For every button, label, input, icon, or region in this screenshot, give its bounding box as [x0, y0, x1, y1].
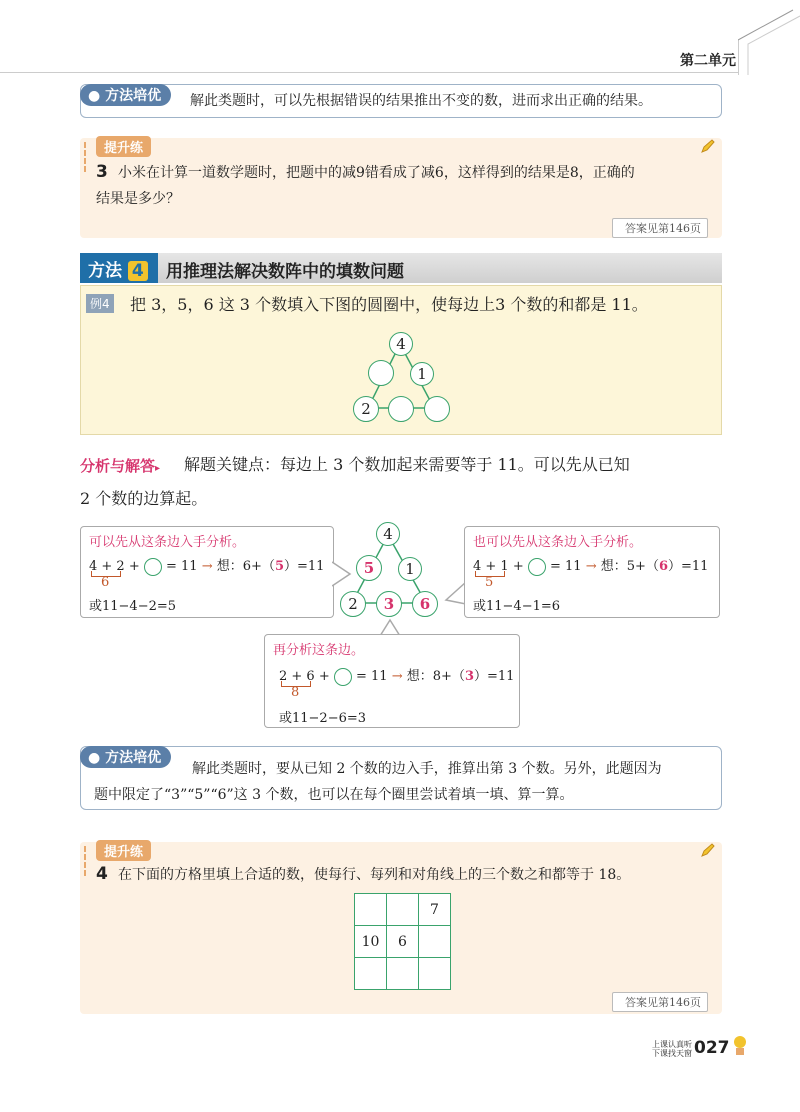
method-tip-2-line1: 解此类题时，要从已知 2 个数的边入手，推算出第 3 个数。另外，此题因为: [192, 761, 662, 777]
callout-bottom-eq-b: = 11: [356, 669, 388, 684]
callout-left-equation: [89, 555, 324, 576]
example-text: 把 3，5，6 这 3 个数填入下图的圆圈中，使每边上3 个数的和都是 11。: [130, 295, 648, 314]
blank-circle: [334, 668, 352, 686]
callout-bottom-title: 再分析这条边。: [273, 643, 365, 658]
grid-cell[interactable]: [355, 958, 387, 990]
callout-right-eq-a: 4 + 1 +: [473, 559, 524, 574]
grid-cell: 10: [355, 926, 387, 958]
example-circle-bottom-right: [424, 396, 450, 422]
solved-circle-bottom-mid: 3: [376, 591, 402, 617]
solved-circle-left-mid: 5: [356, 555, 382, 581]
callout-right-alt: 或11−4−1=6: [473, 599, 561, 614]
header-rule: [0, 72, 738, 73]
callout-right-pointer: [444, 580, 466, 606]
grid-cell[interactable]: [419, 926, 451, 958]
callout-bottom: [264, 634, 520, 728]
answer-reference-2: 答案见第146页: [612, 992, 708, 1012]
blank-circle: [528, 558, 546, 576]
method-tag: 方法 4: [80, 253, 158, 283]
analysis-line-1: 解题关键点：每边上 3 个数加起来需要等于 11。可以先从已知: [184, 455, 630, 474]
solved-circle-right-mid: 1: [398, 557, 422, 581]
solved-circle-top: 4: [376, 522, 400, 546]
callout-bottom-sum: 8: [291, 685, 300, 700]
method-tip-badge: ● 方法培优: [80, 84, 171, 106]
grid-cell[interactable]: [419, 958, 451, 990]
answer-reference: 答案见第146页: [612, 218, 708, 238]
analysis-line-2: 2 个数的边算起。: [80, 489, 208, 508]
grid-cell[interactable]: [387, 958, 419, 990]
blank-circle: [144, 558, 162, 576]
practice-badge-2: 提升练: [96, 840, 151, 861]
grid-cell: 7: [419, 894, 451, 926]
question-3-text-line2: 结果是多少？: [96, 191, 180, 207]
pencil-icon: [700, 842, 716, 858]
arrow-icon: →: [391, 669, 403, 684]
example-circle-bottom-mid: [388, 396, 414, 422]
magic-square-grid: [354, 893, 451, 990]
example-circle-top: 4: [389, 332, 413, 356]
method-tip-badge-2: ● 方法培优: [80, 746, 171, 768]
practice-marker: [84, 142, 86, 172]
question-number-4: 4: [96, 864, 108, 884]
example-circle-right-mid: 1: [410, 362, 434, 386]
callout-bottom-answer: 3: [464, 669, 474, 684]
callout-bottom-equation: [279, 665, 514, 686]
callout-left: [80, 526, 334, 618]
solved-circle-bottom-right: 6: [412, 591, 438, 617]
solved-circle-bottom-left: 2: [340, 591, 366, 617]
callout-left-alt: 或11−4−2=5: [89, 599, 177, 614]
grid-cell[interactable]: [387, 894, 419, 926]
page-number: 027: [694, 1038, 730, 1058]
callout-right-title: 也可以先从这条边入手分析。: [473, 535, 643, 550]
callout-right-answer: 6: [658, 559, 668, 574]
arrow-icon: →: [585, 559, 597, 574]
practice-badge: 提升练: [96, 136, 151, 157]
callout-right-equation: [473, 555, 708, 576]
mascot-icon: [730, 1034, 750, 1056]
callout-right-think-end: ）=11: [668, 559, 709, 574]
lightbulb-icon: ●: [88, 750, 101, 766]
callout-bottom-eq-a: 2 + 6 +: [279, 669, 330, 684]
callout-right-think: 想：5+（: [600, 559, 659, 574]
callout-left-think: 想：6+（: [216, 559, 275, 574]
question-number-3: 3: [96, 162, 108, 182]
arrow-icon: →: [201, 559, 213, 574]
question-4-text: 在下面的方格里填上合适的数，使每行、每列和对角线上的三个数之和都等于 18。: [118, 867, 631, 883]
callout-bottom-think: 想：8+（: [406, 669, 465, 684]
callout-left-think-end: ）=11: [284, 559, 325, 574]
callout-right-eq-b: = 11: [550, 559, 582, 574]
callout-left-answer: 5: [274, 559, 284, 574]
footer-slogan: [652, 1040, 692, 1058]
practice-marker: [84, 846, 86, 876]
callout-left-eq-b: = 11: [166, 559, 198, 574]
question-3-text: 小米在计算一道数学题时，把题中的减9错看成了减6，这样得到的结果是8，正确的: [118, 165, 635, 181]
method-title: 用推理法解决数阵中的填数问题: [166, 262, 404, 282]
callout-bottom-alt: 或11−2−6=3: [279, 711, 367, 726]
callout-right-sum: 5: [485, 575, 494, 590]
footer-slogan-2: 下课找天窗: [652, 1049, 692, 1058]
callout-right: [464, 526, 720, 618]
method-tip-text: 解此类题时，可以先根据错误的结果推出不变的数，进而求出正确的结果。: [190, 93, 652, 109]
unit-title: 第二单元: [680, 53, 736, 69]
callout-left-sum: 6: [101, 575, 110, 590]
analysis-label: 分析与解答▸: [80, 457, 161, 475]
grid-cell[interactable]: [355, 894, 387, 926]
pencil-icon: [700, 138, 716, 154]
page-corner-decoration: [738, 0, 800, 75]
footer-slogan-1: 上课认真听: [652, 1040, 692, 1049]
callout-left-eq-a: 4 + 2 +: [89, 559, 140, 574]
example-circle-left-mid: [368, 360, 394, 386]
callout-left-title: 可以先从这条边入手分析。: [89, 535, 246, 550]
example-circle-bottom-left: 2: [353, 396, 379, 422]
lightbulb-icon: ●: [88, 88, 101, 104]
method-tip-2-line2: 题中限定了“3”“5”“6”这 3 个数，也可以在每个圈里尝试着填一填、算一算。: [94, 787, 574, 803]
callout-bottom-think-end: ）=11: [474, 669, 515, 684]
example-tag: 例4: [86, 294, 114, 313]
grid-cell: 6: [387, 926, 419, 958]
method-number: 4: [128, 261, 148, 281]
